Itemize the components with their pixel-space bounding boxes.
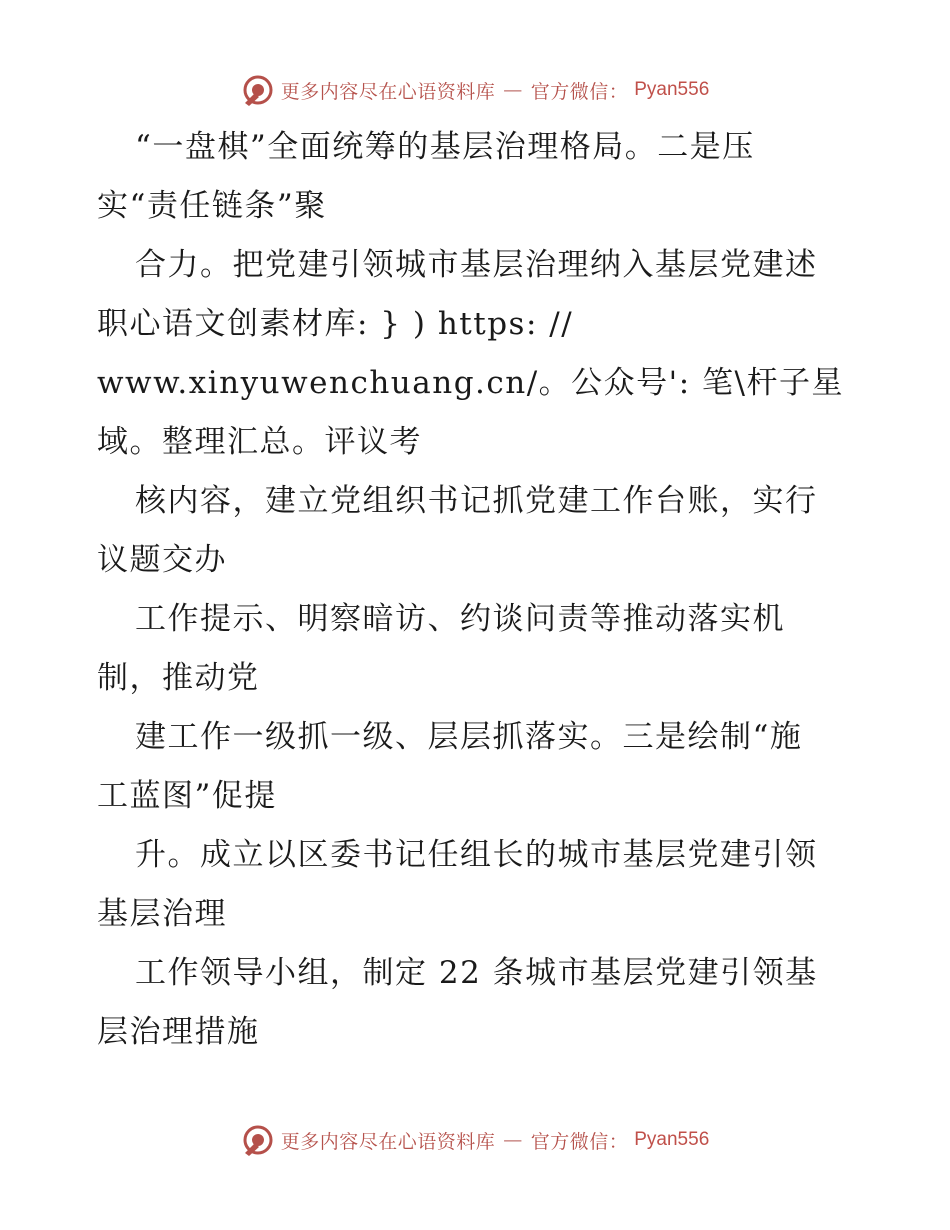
pen-logo-icon: [241, 73, 275, 107]
text-line: “一盘棋”全面统筹的基层治理格局。二是压: [135, 129, 755, 165]
document-body: [97, 118, 867, 1062]
text-line: 实“责任链条”聚: [97, 188, 327, 224]
text-line: 合力。把党建引领城市基层治理纳入基层党建述: [135, 247, 818, 283]
text-line: 制，推动党: [97, 660, 260, 696]
watermark-contact-label: 官方微信：: [530, 80, 629, 103]
text-line: www.xinyuwenchuang.cn/。公众号': 笔\杆子星: [97, 365, 844, 401]
watermark-main-text: 更多内容尽在心语资料库: [280, 1130, 496, 1153]
pen-logo-icon: [241, 1123, 275, 1157]
watermark-contact-id: Pyan556: [634, 79, 710, 100]
text-line: 工作提示、明察暗访、约谈问责等推动落实机: [135, 601, 785, 637]
watermark-separator: —: [503, 1129, 523, 1151]
text-line: 域。整理汇总。评议考: [97, 424, 422, 460]
watermark-separator: —: [503, 79, 523, 101]
header-watermark: [0, 70, 950, 110]
text-line: 层治理措施: [97, 1014, 260, 1050]
text-line: 基层治理: [97, 896, 227, 932]
footer-watermark: [0, 1120, 950, 1160]
text-line: 工蓝图”促提: [97, 778, 277, 814]
text-line: 工作领导小组，制定 22 条城市基层党建引领基: [135, 955, 818, 991]
text-line: 议题交办: [97, 542, 227, 578]
text-line: 核内容，建立党组织书记抓党建工作台账，实行: [135, 483, 818, 519]
text-line: 升。成立以区委书记任组长的城市基层党建引领: [135, 837, 818, 873]
text-line: 建工作一级抓一级、层层抓落实。三是绘制“施: [135, 719, 803, 755]
watermark-main-text: 更多内容尽在心语资料库: [280, 80, 496, 103]
text-line: 职心语文创素材库: } ) https: //: [97, 306, 574, 342]
watermark-contact-label: 官方微信：: [530, 1130, 629, 1153]
watermark-contact-id: Pyan556: [634, 1129, 710, 1150]
